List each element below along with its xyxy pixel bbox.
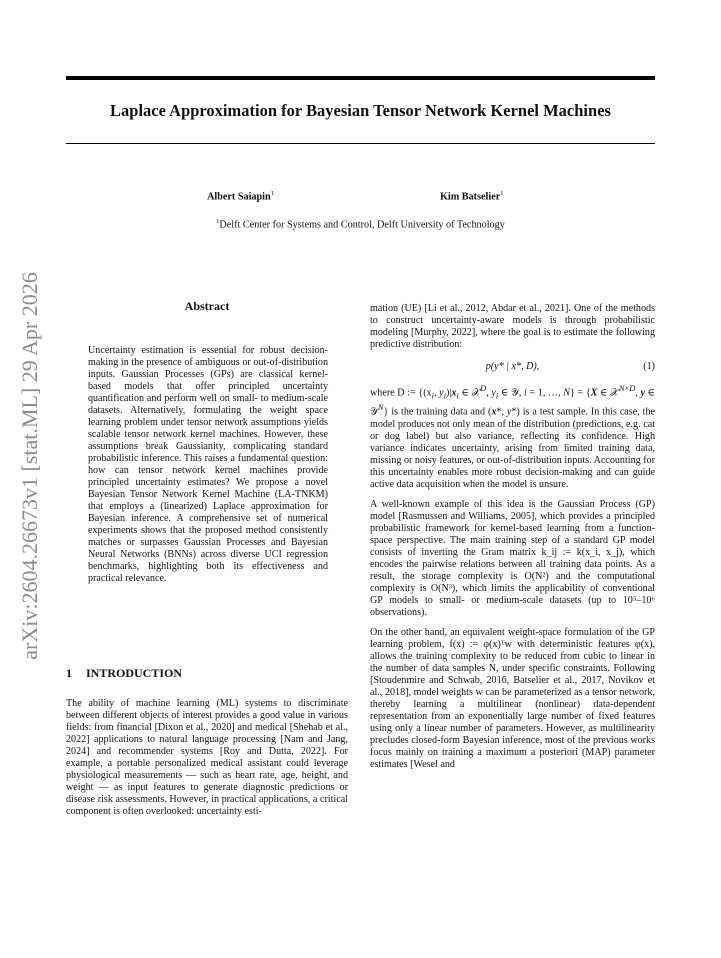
intro-paragraph: The ability of machine learning (ML) systems to discriminate between different objects of interest provides a good value in various fields: from financial [Dixon et al., 2020] and medical [Shehab et al., 2022] applications to natural language processing [Nam and Jang, 2024] and recommender systems [Roy and Dutta, 2022]. For example, a portable personalized medical assistant could leverage physiological measurements — such as heart rate, age, height, and weight — as input features to generate diagnostic predictions or disease risk assessments. However, in practical applications, a critical component is often overlooked: uncertainty esti-: [66, 698, 348, 817]
abstract-text: Uncertainty estimation is essential for robust decision-making in the presence of ambiguous or out-of-distribution inputs. Gaussian Processes (GPs) are classical kernel-based models that offer principled uncertainty quantification and perform well on small- to medium-scale datasets. Alternatively, formulating the weight space learning problem under tensor network assumptions yields scalable tensor network kernel machines. However, these assumptions break Gaussianity, complicating standard probabilistic inference. This raises a fundamental question: how can tensor network kernel machines provide principled uncertainty estimates? We propose a novel Bayesian Tensor Network Kernel Machine (LA-TNKM) that employs a (linearized) Laplace approximation for Bayesian inference. A comprehensive set of numerical experiments shows that the proposed method consistently matches or surpasses Gaussian Processes and Bayesian Neural Networks (BNNs) across diverse UCI regression benchmarks, highlighting both its effectiveness and practical relevance.: [88, 345, 328, 584]
author-2: Kim Batselier$^1$: [440, 190, 504, 203]
right-column-body: [370, 303, 655, 779]
author-1: Albert Saiapin$^1$: [207, 190, 274, 203]
left-column-body: [66, 698, 348, 826]
equation-1-number: (1): [643, 361, 655, 372]
title-rule: [66, 143, 655, 144]
right-paragraph-2: where D := {($x_i$, $y_i)|x_i$ ∈ 𝒳$^D$, $y_i$ ∈ 𝒴, i = 1, …, N} = {X ∈ 𝒳$^{N\times D}$, y ∈ 𝒴$^N$} is the training data and (x*, y*) is a test sample. In this case, the model produces not only mean of the distribution (predictions, e.g. cat or dog label) but also variance, reflecting its confidence. High variance indicates uncertainty, arising from limited training data, missing or noisy features, or out-of-distribution inputs. Accounting for this uncertainty enables more robust decision-making and can guide active data acquisition when the model is unsure.: [370, 384, 656, 490]
right-paragraph-3: A well-known example of this idea is the Gaussian Process (GP) model [Rasmussen and Williams, 2005], which provides a principled probabilistic framework for kernel-based learning from a function-space perspective. The main training step of a standard GP model consists of inverting the Gram matrix k_ij := k(x_i, x_j), which encodes the pairwise relations between all training data points. As a result, the storage complexity is O(N²) and the computational complexity is O(N³), which limits the applicability of conventional GP models to small- or medium-scale datasets (up to 10⁵–10⁶ observations).: [370, 498, 655, 618]
top-rule: [66, 76, 655, 80]
paper-title: Laplace Approximation for Bayesian Tensor Network Kernel Machines: [110, 101, 611, 120]
equation-1-expr: p(y* | x*, D),: [485, 361, 540, 372]
affiliation: $^1$Delft Center for Systems and Control, Delft University of Technology: [216, 218, 505, 231]
right-paragraph-1: mation (UE) [Li et al., 2012, Abdar et al., 2021]. One of the methods to construct uncertainty-aware models is through probabilistic modeling [Murphy, 2022], where the goal is to estimate the following predictive distribution:: [370, 303, 655, 350]
section-heading: 1 INTRODUCTION: [66, 666, 183, 680]
abstract-heading: Abstract: [184, 299, 230, 313]
arxiv-stamp: arXiv:2604.26673v1 [stat.ML] 29 Apr 2026: [17, 272, 42, 660]
right-paragraph-4: On the other hand, an equivalent weight-space formulation of the GP learning problem, f(x) := φ(x)ᵀw with deterministic features φ(x), allows the training complexity to be reduced from cubic to linear in the number of data samples N, under specific constraints. Following [Stoudenmire and Schwab, 2016, Batselier et al., 2017, Novikov et al., 2018], model weights w can be parameterized as a tensor network, thereby learning a multilinear (nonlinear) data-dependent representation from an exponentially large number of fixed features using only a linear number of parameters. However, as multilinearity precludes closed-form Bayesian inference, most of the previous works focus mainly on training a maximum a posteriori (MAP) parameter estimates [Wesel and: [370, 626, 655, 770]
equation-1: [370, 359, 655, 379]
